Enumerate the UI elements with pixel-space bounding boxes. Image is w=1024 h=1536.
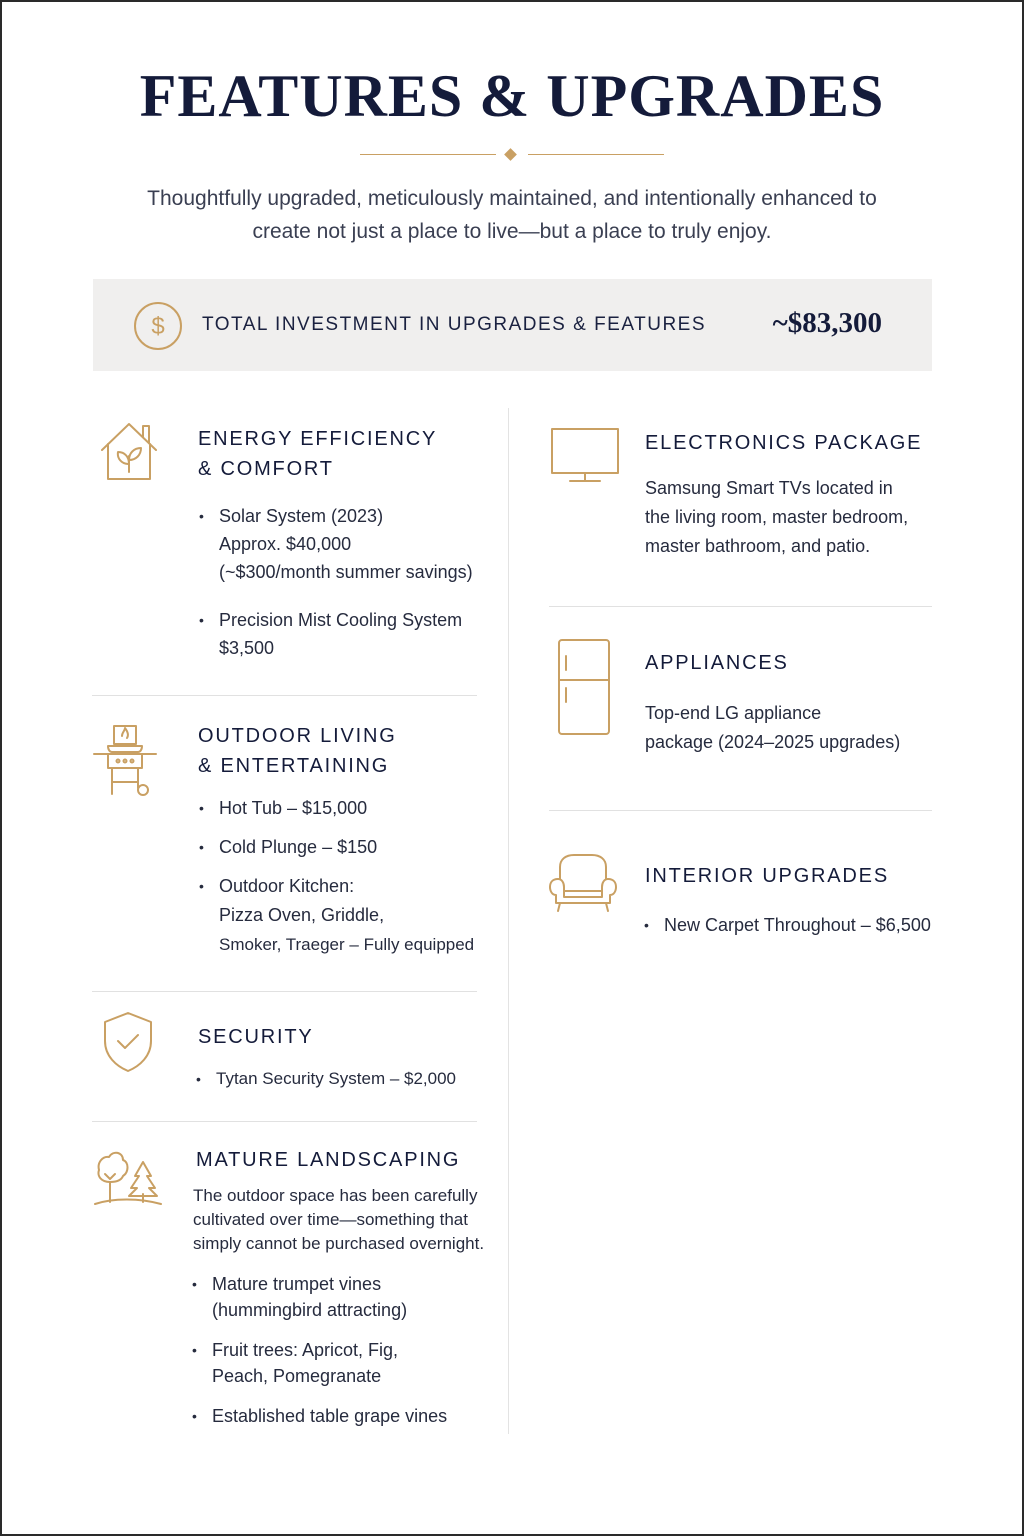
appliances-heading: APPLIANCES xyxy=(645,652,789,674)
section-divider xyxy=(549,810,932,811)
security-list xyxy=(196,1065,456,1093)
list-item: • Cold Plunge – $150 xyxy=(199,833,474,862)
section-divider xyxy=(92,1121,477,1122)
dollar-coin-icon xyxy=(133,301,183,351)
outdoor-list xyxy=(199,794,474,959)
svg-text:$: $ xyxy=(151,313,165,340)
outdoor-heading: OUTDOOR LIVING & ENTERTAINING xyxy=(198,725,397,777)
list-item: • Outdoor Kitchen: Pizza Oven, Griddle, Smoker, Traeger – Fully equipped xyxy=(199,872,474,959)
list-item: • Tytan Security System – $2,000 xyxy=(196,1065,456,1093)
interior-list xyxy=(644,911,931,939)
list-item: • Precision Mist Cooling System $3,500 xyxy=(199,606,473,662)
refrigerator-icon xyxy=(557,638,611,736)
section-divider xyxy=(549,606,932,607)
intro-text: Thoughtfully upgraded, meticulously maintained, and intentionally enhanced to create not just a place to live—but a place to truly enjoy. xyxy=(147,187,877,243)
list-item: • Mature trumpet vines (hummingbird attracting) xyxy=(192,1271,447,1323)
interior-heading: INTERIOR UPGRADES xyxy=(645,865,889,887)
list-item: • Fruit trees: Apricot, Fig, Peach, Pomegranate xyxy=(192,1337,447,1389)
armchair-icon xyxy=(548,853,618,913)
page-title: FEATURES & UPGRADES xyxy=(139,63,885,129)
energy-heading: ENERGY EFFICIENCY & COMFORT xyxy=(198,428,438,480)
landscaping-description: The outdoor space has been carefully cultivated over time—something that simply cannot be purchased overnight. xyxy=(193,1186,485,1253)
section-divider xyxy=(92,991,477,992)
shield-check-icon xyxy=(103,1011,153,1073)
list-item: • Hot Tub – $15,000 xyxy=(199,794,474,823)
banner-label: TOTAL INVESTMENT IN UPGRADES & FEATURES xyxy=(202,314,707,335)
grill-icon xyxy=(92,724,158,798)
list-item: • New Carpet Throughout – $6,500 xyxy=(644,911,931,939)
list-item: • Established table grape vines xyxy=(192,1403,447,1429)
appliances-description: Top-end LG appliance package (2024–2025 upgrades) xyxy=(645,703,901,752)
tv-icon xyxy=(550,427,620,485)
title-ornament xyxy=(360,146,664,164)
eco-house-icon xyxy=(99,420,159,482)
column-divider xyxy=(508,408,509,1434)
landscaping-list xyxy=(192,1271,447,1429)
banner-amount: ~$83,300 xyxy=(772,307,882,339)
trees-icon xyxy=(93,1148,163,1208)
section-divider xyxy=(92,695,477,696)
electronics-description: Samsung Smart TVs located in the living room, master bedroom, master bathroom, and patio. xyxy=(645,478,909,556)
electronics-heading: ELECTRONICS PACKAGE xyxy=(645,432,923,454)
energy-list xyxy=(199,502,473,662)
total-investment-banner xyxy=(93,279,932,371)
security-heading: SECURITY xyxy=(198,1026,314,1048)
list-item: • Solar System (2023) Approx. $40,000 (~$300/month summer savings) xyxy=(199,502,473,586)
landscaping-heading: MATURE LANDSCAPING xyxy=(196,1149,461,1171)
